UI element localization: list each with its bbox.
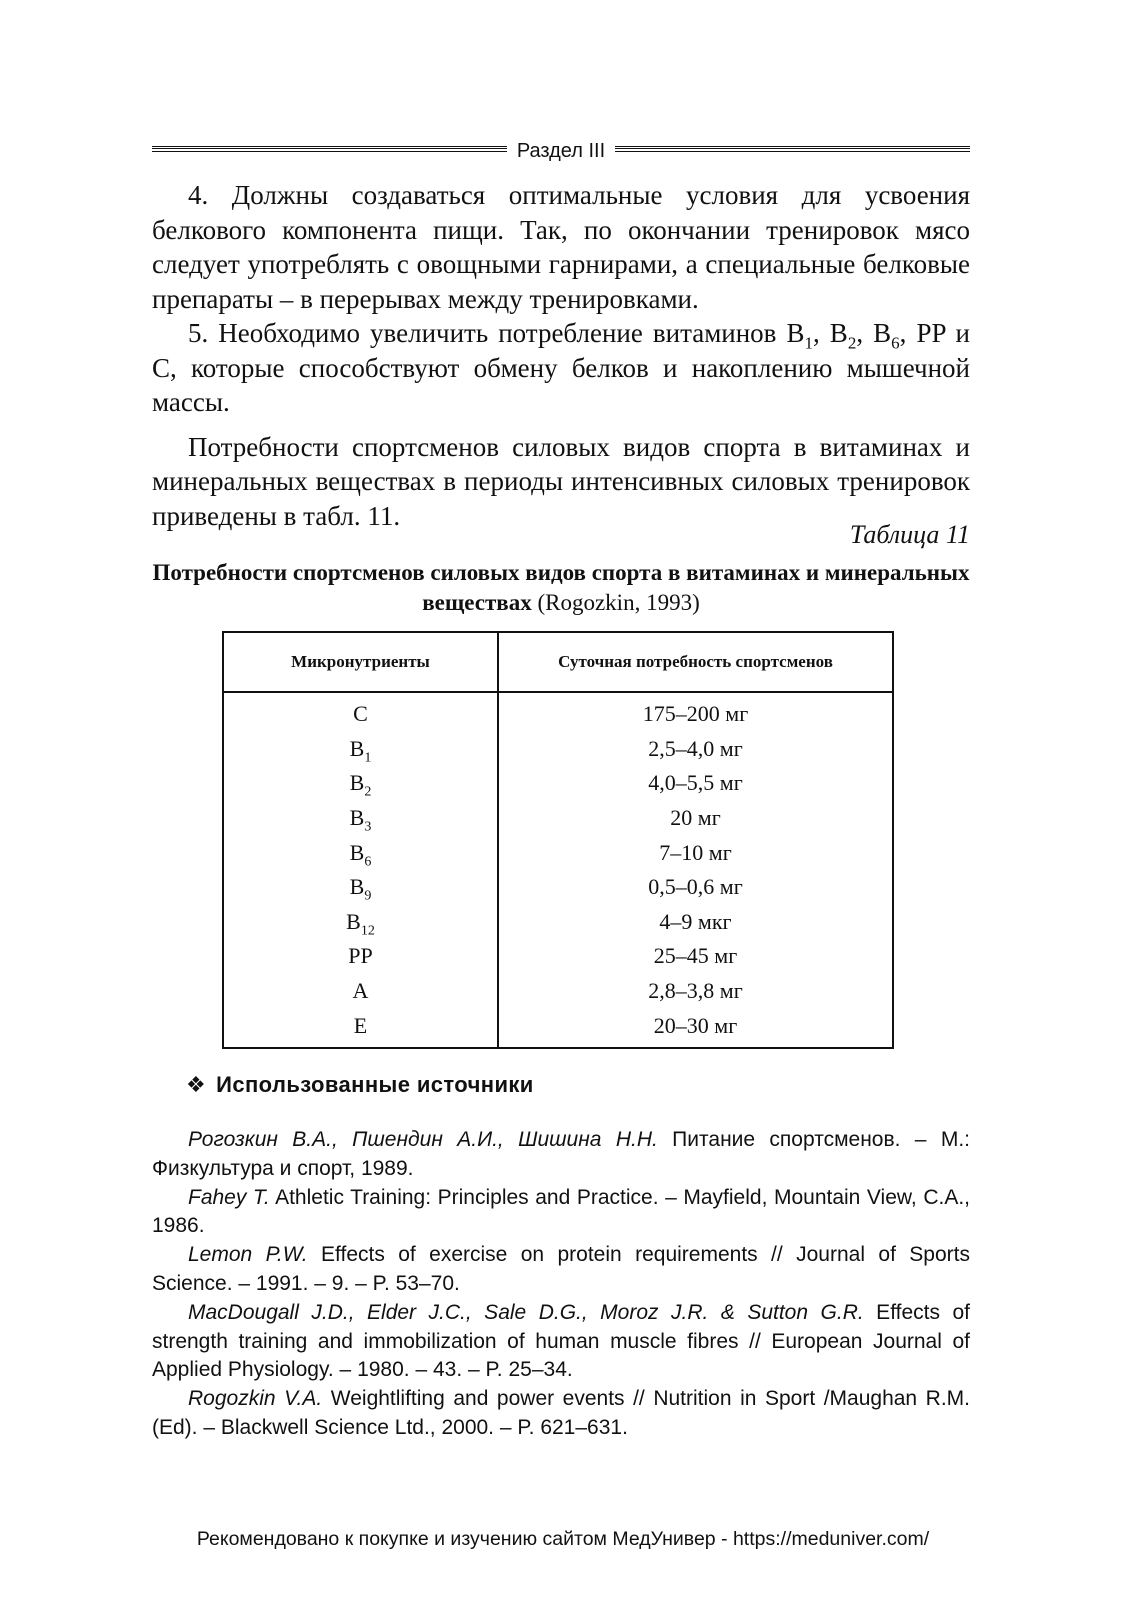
table-caption [152,558,970,618]
footer-note: Рекомендовано к покупке и изучению сайтом МедУнивер - https://meduniver.com/ [196,1528,930,1550]
reference-authors: Fahey T. [188,1185,270,1209]
table-row [223,905,893,940]
sources-title: Использованные источники [216,1072,534,1097]
list-item [152,1126,970,1184]
table-header-row [223,632,893,692]
table-row [223,732,893,767]
body-text [152,178,970,533]
amount-cell: 20 мг [498,801,893,836]
reference-authors: Lemon P.W. [188,1243,308,1267]
amount-cell: 25–45 мг [498,939,893,974]
reference-authors: Rogozkin V.A. [188,1387,323,1411]
nutrient-cell: $B_9$ [223,870,498,905]
table-row [223,835,893,870]
list-item [152,1385,970,1443]
nutrient-cell: $B_{12}$ [223,905,498,940]
reference-text: Effects of exercise on protein requirements // Journal of Sports Science. – 1991. – 9. – P. 53–70. [152,1243,970,1295]
nutrient-cell: PP [223,939,498,974]
table-caption-title: Потребности спортсменов силовых видов спорта в витаминах и минеральных веществах [152,560,970,615]
nutrient-cell: C [223,692,498,732]
table-row [223,1008,893,1048]
amount-cell: 20–30 мг [498,1008,893,1048]
sources-list [152,1126,970,1443]
reference-text: Питание спортсменов. – М.: Физкультура и спорт, 1989. [152,1128,971,1180]
diamond-bullet-icon: ❖ [186,1072,207,1097]
nutrient-cell: $B_6$ [223,835,498,870]
nutrient-cell: E [223,1008,498,1048]
amount-cell: 175–200 мг [498,692,893,732]
table-row [223,974,893,1009]
list-item [152,1184,970,1242]
nutrient-cell: A [223,974,498,1009]
amount-cell: 2,8–3,8 мг [498,974,893,1009]
reference-authors: Рогозкин В.А., Пшендин А.И., Шишина Н.Н. [188,1128,658,1151]
nutrient-cell: $B_1$ [223,732,498,767]
section-title: Раздел III [516,139,606,162]
paragraph-table-intro: Потребности спортсменов силовых видов спорта в витаминах и минеральных веществах в периоды интенсивных силовых тренировок приведены в табл. 11. [152,431,970,531]
amount-cell: 4–9 мкг [498,905,893,940]
table-row [223,939,893,974]
sources-heading [186,1072,534,1098]
table-caption-source: (Rogozkin, 1993) [531,590,700,615]
amount-cell: 7–10 мг [498,835,893,870]
table-row [223,870,893,905]
list-item [152,1241,970,1299]
header-rule-left [152,146,507,156]
header-rule-right [615,146,970,156]
table-row [223,801,893,836]
reference-text: Weightlifting and power events // Nutrition in Sport /Maughan R.M. (Ed). – Blackwell Science Ltd., 2000. – P. 621–631. [152,1387,970,1439]
running-header [152,136,970,166]
reference-authors: MacDougall J.D., Elder J.C., Sale D.G., Moroz J.R. & Sutton G.R. [188,1300,864,1324]
amount-cell: 4,0–5,5 мг [498,766,893,801]
nutrient-cell: $B_3$ [223,801,498,836]
reference-text: Athletic Training: Principles and Practice. – Mayfield, Mountain View, C.A., 1986. [152,1185,970,1238]
paragraph-4: 4. Должны создаваться оптимальные условия для усвоения белкового компонента пищи. Так, по окончании тренировок мясо следует употреблять с овощными гарнирами, а специальные белковые препараты – в перерывах между тренировками. [152,180,970,314]
amount-cell: 2,5–4,0 мг [498,732,893,767]
amount-cell: 0,5–0,6 мг [498,870,893,905]
reference-text: Effects of strength training and immobilization of human muscle fibres // European Journal of Applied Physiology. – 1980. – 43. – P. 25–34. [152,1300,970,1382]
header-daily-requirement: Суточная потребность спортсменов [498,632,893,692]
nutrient-table [222,631,894,1049]
list-item [152,1299,970,1385]
header-micronutrients: Микронутриенты [223,632,498,692]
nutrient-cell: $B_2$ [223,766,498,801]
paragraph-5: 5. Необходимо увеличить потребление витаминов $B_1$, $B_2$, $B_6$, PP и C, которые способствуют обмену белков и накоплению мышечной массы. [152,318,971,417]
table-row [223,692,893,732]
table-row [223,766,893,801]
table-label: Таблица 11 [849,520,970,549]
